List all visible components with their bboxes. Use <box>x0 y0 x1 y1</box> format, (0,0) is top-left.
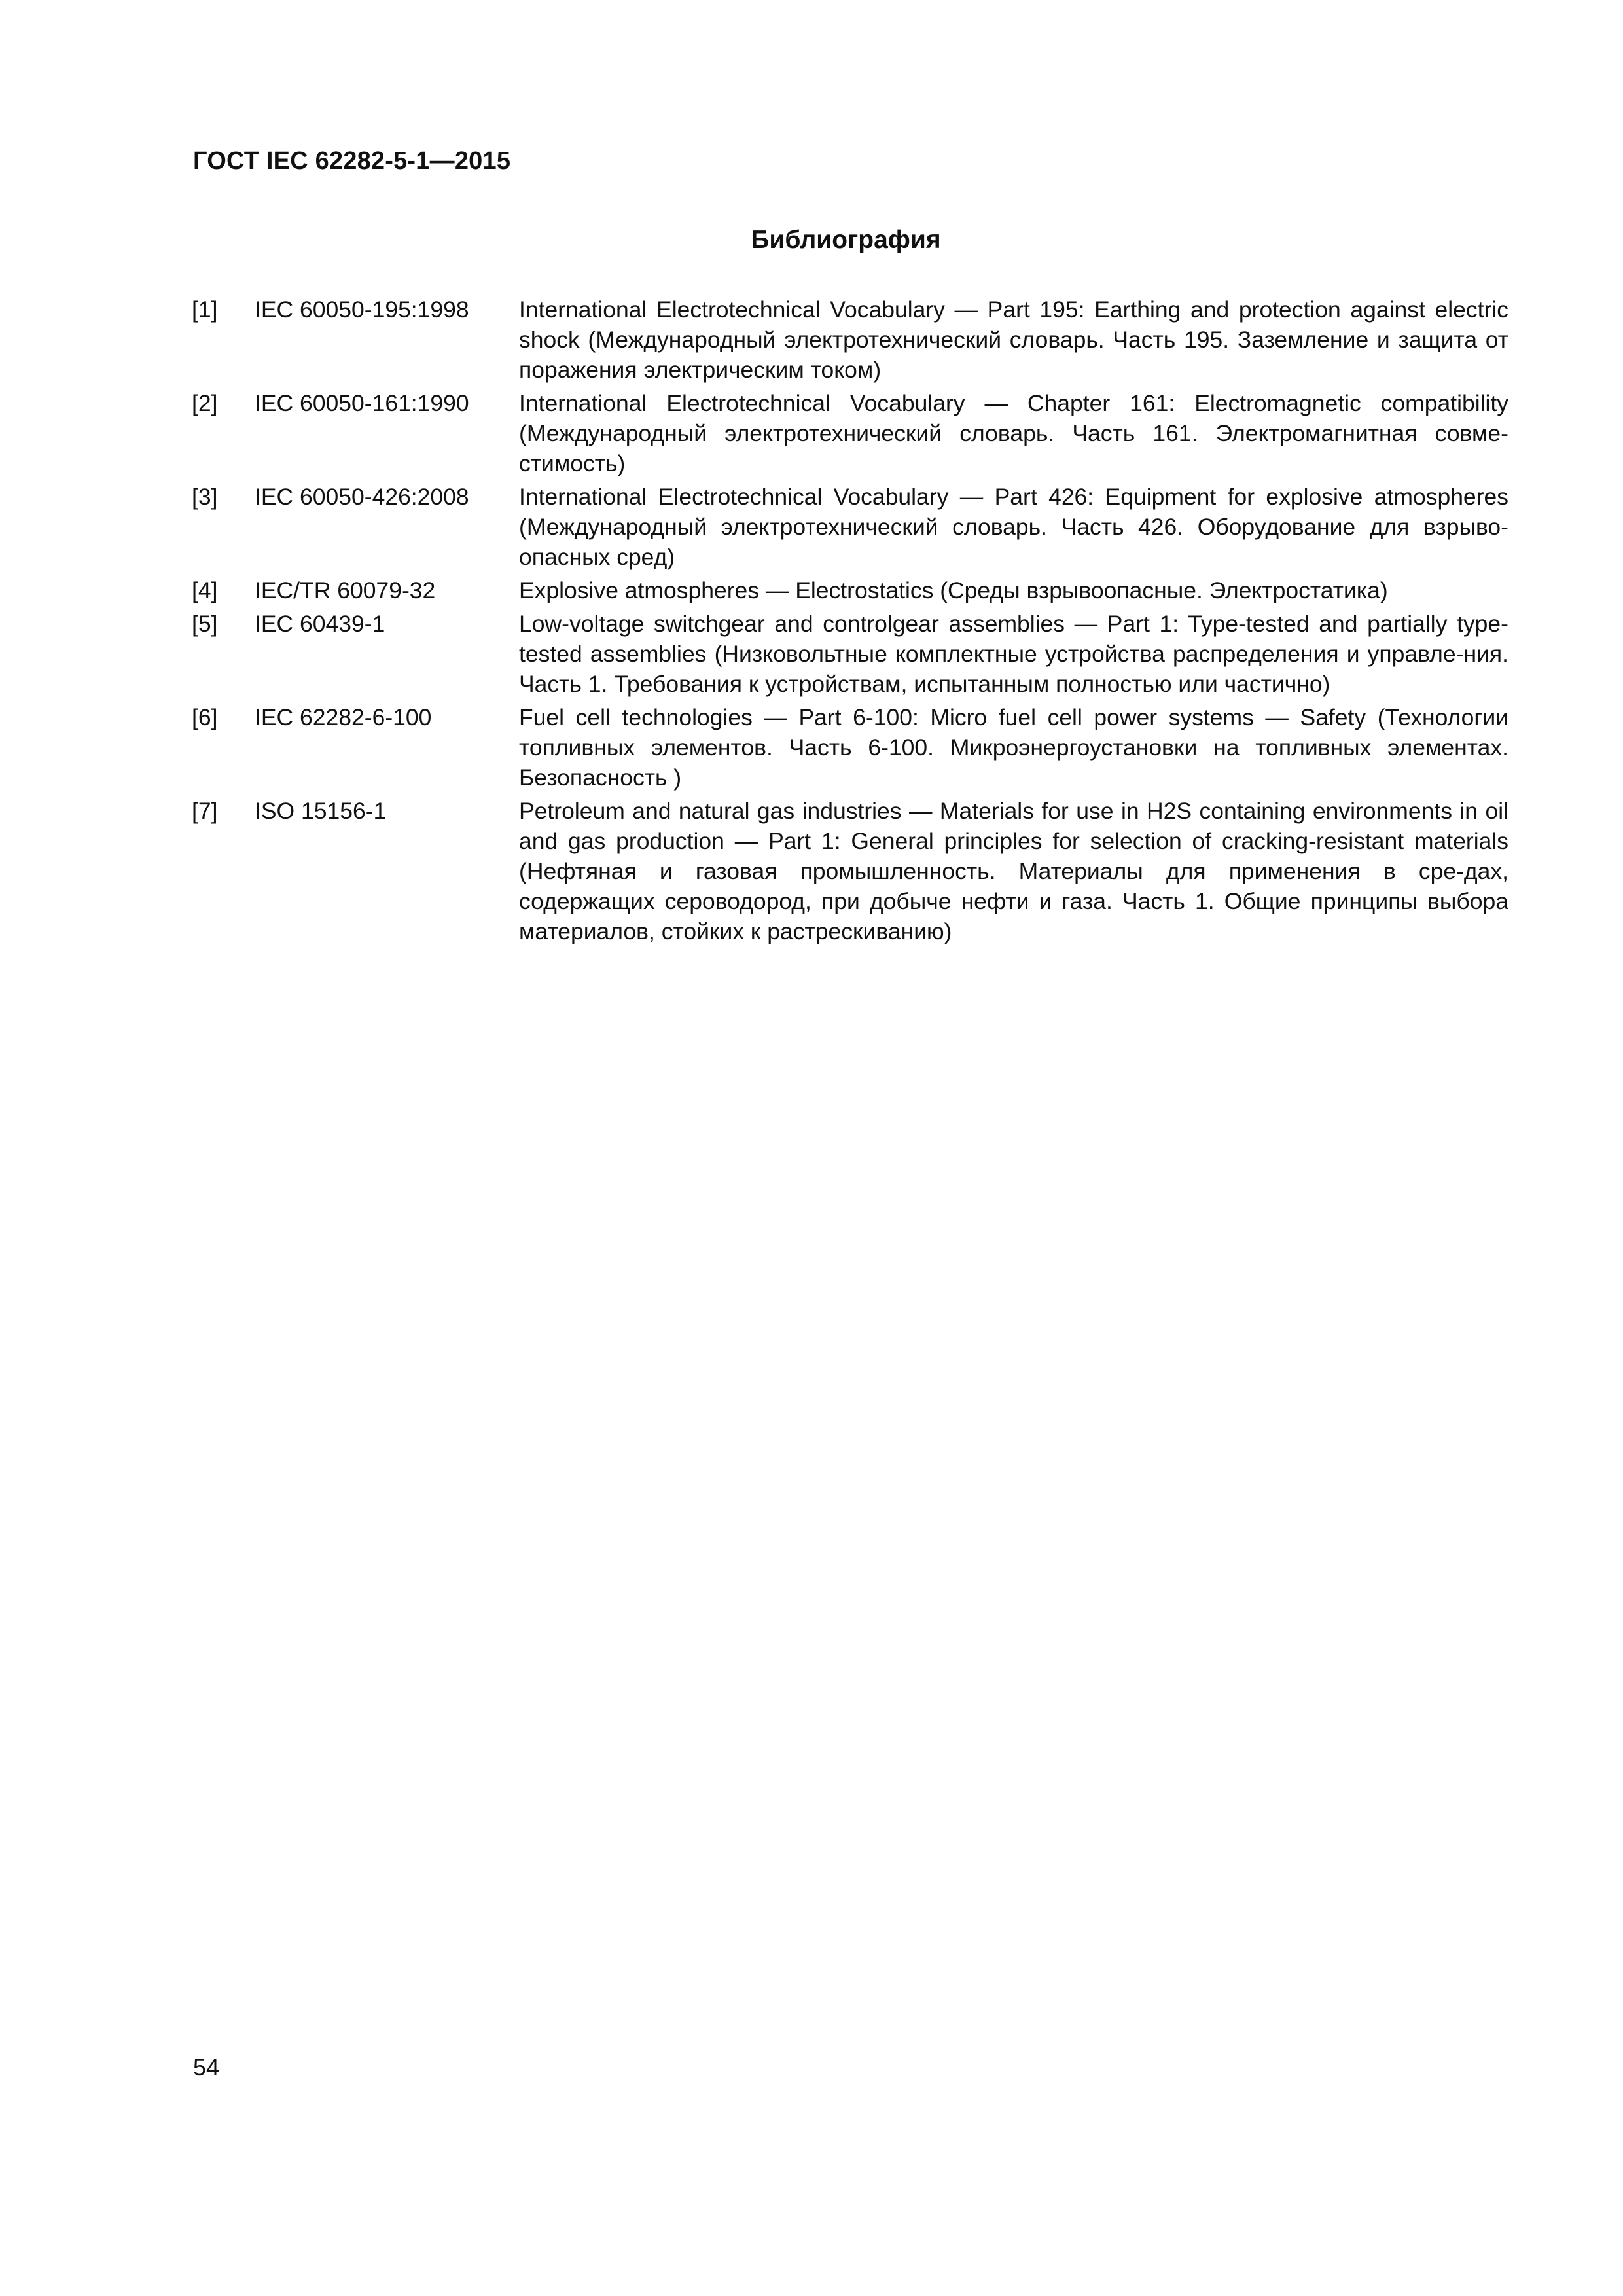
entry-number: [5] <box>192 611 218 637</box>
entry-description: International Electrotechnical Vocabulary — Part 426: Equipment for explosive atmospheres (Международный электротехнический словарь. Часть 426. Оборудование для взрыво-опасных сред) <box>519 484 1508 570</box>
entry-description: Fuel cell technologies — Part 6-100: Micro fuel cell power systems — Safety (Технологии топливных элементов. Часть 6-100. Микроэнергоустановки на топливных элементах. Безопасность ) <box>519 704 1508 791</box>
entry-standard-code: IEC 60050-161:1990 <box>255 390 469 416</box>
entry-standard-code: IEC/TR 60079-32 <box>255 577 436 603</box>
entry-number: [1] <box>192 296 218 323</box>
page-number: 54 <box>193 2054 220 2081</box>
entry-number: [3] <box>192 484 218 510</box>
bibliography-list <box>192 295 1508 950</box>
bibliography-entry <box>192 295 1508 385</box>
bibliography-entry <box>192 796 1508 946</box>
entry-description: Low-voltage switchgear and controlgear assemblies — Part 1: Type-tested and partially type-tested assemblies (Низковольтные комплектные устройства распределения и управле-ния. Часть 1. Требования к устройствам, испытанным полностью или частично) <box>519 611 1508 697</box>
entry-standard-code: ISO 15156-1 <box>255 798 387 824</box>
entry-standard-code: IEC 60439-1 <box>255 611 385 637</box>
bibliography-entry <box>192 575 1508 605</box>
document-header: ГОСТ IEC 62282-5-1—2015 <box>193 147 511 175</box>
entry-description: Petroleum and natural gas industries — Materials for use in H2S containing environments in oil and gas production — Part 1: General principles for selection of cracking-resistant materials (Нефтяная и газовая промышленность. Материалы для применения в сре-дах, содержащих сероводород, при добыче нефти и газа. Часть 1. Общие принципы выбора материалов, стойких к растрескиванию) <box>519 798 1508 944</box>
bibliography-entry <box>192 609 1508 699</box>
entry-number: [2] <box>192 390 218 416</box>
entry-number: [7] <box>192 798 218 824</box>
entry-standard-code: IEC 60050-195:1998 <box>255 296 469 323</box>
bibliography-entry <box>192 388 1508 478</box>
entry-description: International Electrotechnical Vocabulary — Part 195: Earthing and protection against electric shock (Международный электротехнический словарь. Часть 195. Заземление и защита от поражения электрическим током) <box>519 296 1508 383</box>
entry-number: [6] <box>192 704 218 730</box>
bibliography-entry <box>192 482 1508 572</box>
entry-description: Explosive atmospheres — Electrostatics (Среды взрывоопасные. Электростатика) <box>519 577 1388 603</box>
section-title: Библиография <box>751 226 941 254</box>
bibliography-entry <box>192 702 1508 793</box>
entry-standard-code: IEC 62282-6-100 <box>255 704 432 730</box>
entry-number: [4] <box>192 577 218 603</box>
entry-standard-code: IEC 60050-426:2008 <box>255 484 469 510</box>
entry-description: International Electrotechnical Vocabulary — Chapter 161: Electromagnetic compatibility (Международный электротехнический словарь. Часть 161. Электромагнитная совме-стимость) <box>519 390 1508 476</box>
